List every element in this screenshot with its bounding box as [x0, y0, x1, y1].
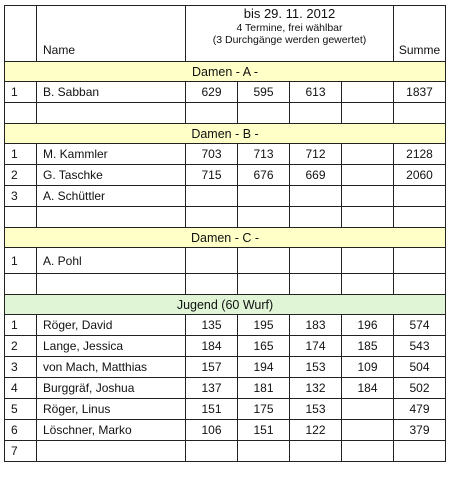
score-cell-4: 109 [342, 357, 394, 378]
sum-cell: 543 [394, 336, 446, 357]
sum-cell: 502 [394, 378, 446, 399]
empty-row [5, 274, 446, 295]
empty-cell [290, 274, 342, 295]
sum-cell [394, 441, 446, 462]
score-cell-4: 185 [342, 336, 394, 357]
empty-cell [5, 274, 37, 295]
score-cell-4 [342, 165, 394, 186]
score-cell-2: 165 [238, 336, 290, 357]
rank-cell: 2 [5, 336, 37, 357]
score-cell-2 [238, 248, 290, 274]
section-header-damen-b [5, 124, 446, 144]
score-cell-2: 181 [238, 378, 290, 399]
player-name-cell: Lange, Jessica [37, 336, 186, 357]
score-cell-3: 153 [290, 399, 342, 420]
score-cell-3: 669 [290, 165, 342, 186]
score-cell-3 [290, 248, 342, 274]
player-name-cell: Röger, Linus [37, 399, 186, 420]
section-title: Damen - C - [5, 228, 446, 248]
player-name-cell: Burggräf, Joshua [37, 378, 186, 399]
rank-cell: 1 [5, 315, 37, 336]
table-row [5, 186, 446, 207]
sum-cell: 504 [394, 357, 446, 378]
empty-cell [342, 103, 394, 124]
sum-column-header: Summe [394, 6, 446, 62]
table-row [5, 441, 446, 462]
score-cell-1: 106 [186, 420, 238, 441]
player-name-cell: A. Schüttler [37, 186, 186, 207]
sum-cell: 1837 [394, 82, 446, 103]
player-name-cell: von Mach, Matthias [37, 357, 186, 378]
empty-row [5, 207, 446, 228]
section-title: Damen - B - [5, 124, 446, 144]
score-cell-4 [342, 144, 394, 165]
sum-cell: 2060 [394, 165, 446, 186]
score-cell-2: 175 [238, 399, 290, 420]
empty-cell [186, 207, 238, 228]
rank-cell: 7 [5, 441, 37, 462]
score-cell-4: 196 [342, 315, 394, 336]
rank-cell: 3 [5, 357, 37, 378]
score-cell-2: 151 [238, 420, 290, 441]
section-title: Damen - A - [5, 62, 446, 82]
score-cell-3: 613 [290, 82, 342, 103]
score-cell-1: 184 [186, 336, 238, 357]
empty-cell [37, 103, 186, 124]
rank-cell: 1 [5, 248, 37, 274]
score-cell-3: 153 [290, 357, 342, 378]
section-header-damen-a [5, 62, 446, 82]
score-cell-2 [238, 441, 290, 462]
name-column-header: Name [37, 6, 186, 62]
section-header-jugend [5, 295, 446, 315]
score-cell-1: 157 [186, 357, 238, 378]
score-cell-1: 137 [186, 378, 238, 399]
score-cell-3: 132 [290, 378, 342, 399]
empty-cell [238, 207, 290, 228]
score-cell-4 [342, 82, 394, 103]
empty-cell [394, 103, 446, 124]
score-cell-4: 184 [342, 378, 394, 399]
table-row [5, 315, 446, 336]
score-cell-1: 135 [186, 315, 238, 336]
score-cell-2: 595 [238, 82, 290, 103]
player-name-cell: Röger, David [37, 315, 186, 336]
header-row [5, 6, 446, 62]
empty-cell [342, 207, 394, 228]
table-row [5, 378, 446, 399]
score-cell-3: 712 [290, 144, 342, 165]
empty-cell [290, 207, 342, 228]
empty-cell [238, 103, 290, 124]
score-cell-1: 703 [186, 144, 238, 165]
rank-cell: 3 [5, 186, 37, 207]
rank-cell: 1 [5, 144, 37, 165]
table-row [5, 165, 446, 186]
score-cell-1 [186, 186, 238, 207]
score-cell-4 [342, 441, 394, 462]
empty-cell [238, 274, 290, 295]
score-cell-1: 629 [186, 82, 238, 103]
sum-cell: 2128 [394, 144, 446, 165]
score-cell-2 [238, 186, 290, 207]
section-title: Jugend (60 Wurf) [5, 295, 446, 315]
sum-cell: 479 [394, 399, 446, 420]
empty-cell [37, 274, 186, 295]
rank-cell: 5 [5, 399, 37, 420]
table-row [5, 420, 446, 441]
empty-cell [290, 103, 342, 124]
score-cell-1: 715 [186, 165, 238, 186]
score-cell-3 [290, 186, 342, 207]
section-header-damen-c [5, 228, 446, 248]
table-row [5, 82, 446, 103]
score-cell-4 [342, 420, 394, 441]
table-row [5, 357, 446, 378]
score-cell-2: 713 [238, 144, 290, 165]
score-cell-2: 194 [238, 357, 290, 378]
rank-cell: 6 [5, 420, 37, 441]
info-line-2: (3 Durchgänge werden gewertet) [212, 34, 367, 46]
period-info [186, 6, 394, 62]
player-name-cell: G. Taschke [37, 165, 186, 186]
score-cell-2: 195 [238, 315, 290, 336]
sum-cell [394, 186, 446, 207]
score-cell-4 [342, 248, 394, 274]
player-name-cell: M. Kammler [37, 144, 186, 165]
date-line: bis 29. 11. 2012 [243, 6, 336, 21]
info-line-1: 4 Termine, frei wählbar [236, 22, 343, 34]
empty-cell [394, 207, 446, 228]
score-cell-1: 151 [186, 399, 238, 420]
player-name-cell [37, 441, 186, 462]
score-cell-2: 676 [238, 165, 290, 186]
score-cell-3: 174 [290, 336, 342, 357]
score-cell-4 [342, 399, 394, 420]
table-row [5, 248, 446, 274]
sum-cell: 379 [394, 420, 446, 441]
score-table [4, 5, 446, 462]
empty-cell [5, 103, 37, 124]
score-cell-1 [186, 248, 238, 274]
empty-cell [37, 207, 186, 228]
score-cell-4 [342, 186, 394, 207]
player-name-cell: A. Pohl [37, 248, 186, 274]
score-cell-3: 183 [290, 315, 342, 336]
score-cell-3: 122 [290, 420, 342, 441]
score-cell-1 [186, 441, 238, 462]
player-name-cell: B. Sabban [37, 82, 186, 103]
table-row [5, 144, 446, 165]
table-row [5, 399, 446, 420]
empty-cell [186, 274, 238, 295]
score-cell-3 [290, 441, 342, 462]
rank-cell: 2 [5, 165, 37, 186]
rank-cell: 4 [5, 378, 37, 399]
empty-cell [342, 274, 394, 295]
empty-row [5, 103, 446, 124]
table-row [5, 336, 446, 357]
empty-cell [5, 207, 37, 228]
player-name-cell: Löschner, Marko [37, 420, 186, 441]
sum-cell [394, 248, 446, 274]
sum-cell: 574 [394, 315, 446, 336]
rank-cell: 1 [5, 82, 37, 103]
empty-cell [186, 103, 238, 124]
empty-cell [394, 274, 446, 295]
header-nr-cell [5, 6, 37, 62]
